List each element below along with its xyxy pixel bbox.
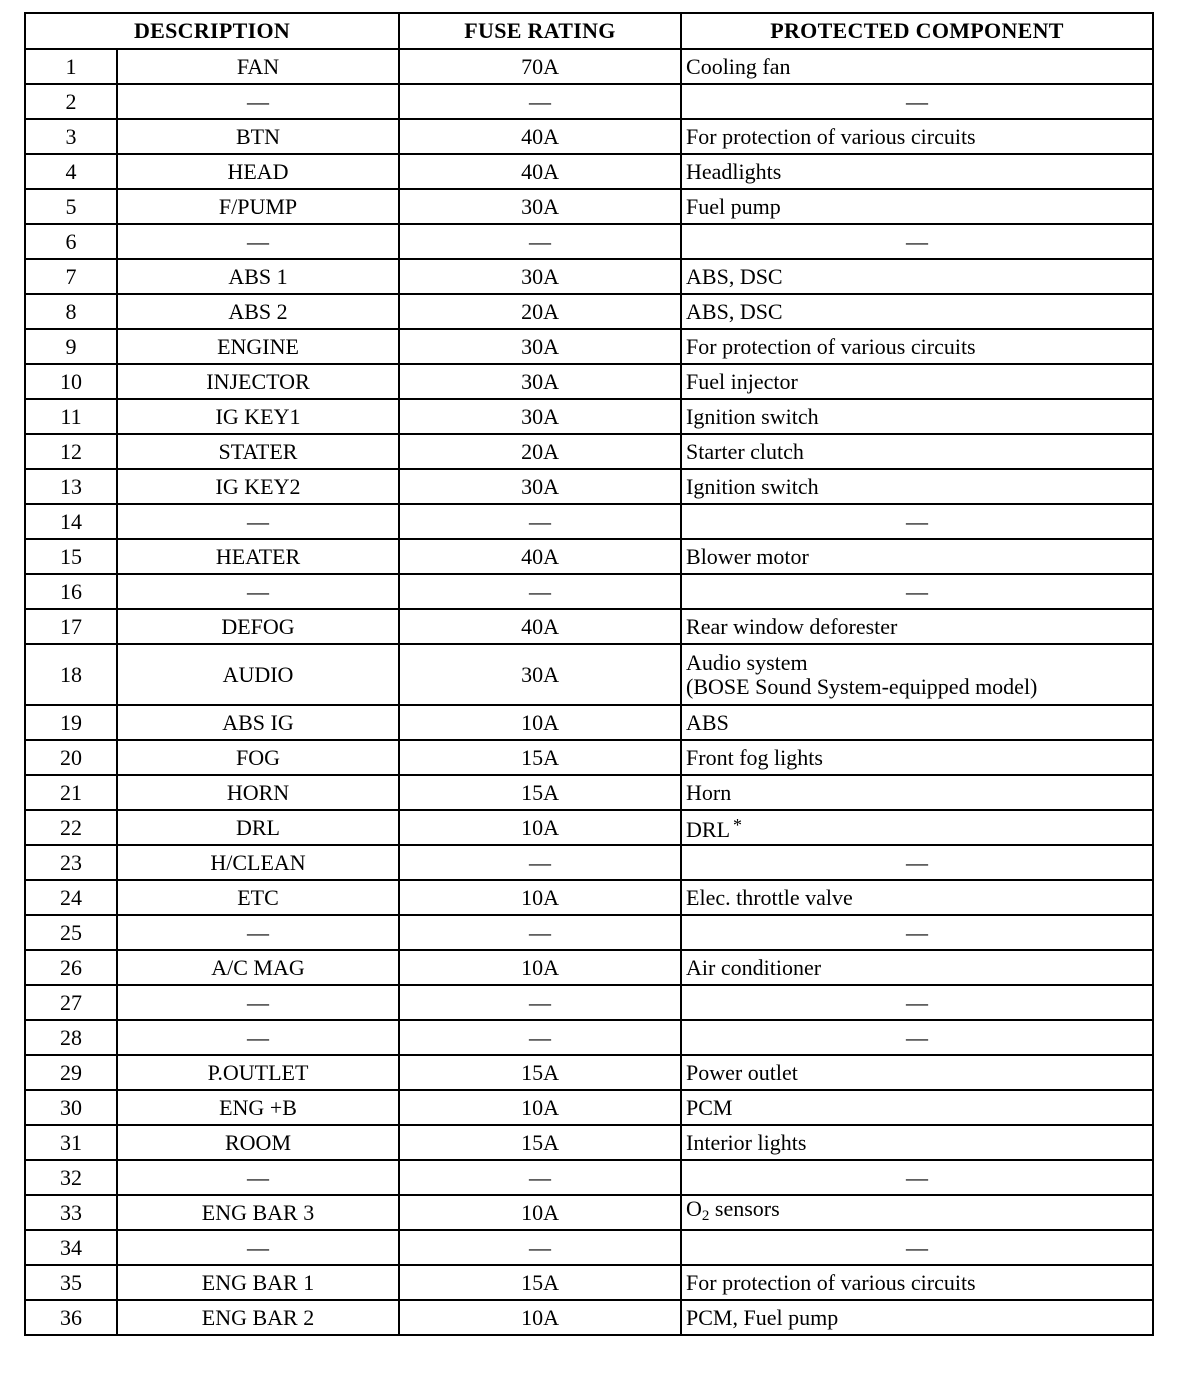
fuse-rating-cell: 10A [399, 950, 681, 985]
fuse-rating-cell: — [399, 1230, 681, 1265]
fuse-rating-cell: 70A [399, 49, 681, 84]
fuse-rating-cell: 15A [399, 1265, 681, 1300]
table-row [25, 504, 1153, 539]
fuse-description-cell: INJECTOR [117, 364, 399, 399]
fuse-number-cell: 23 [25, 845, 117, 880]
fuse-description-cell: HEAD [117, 154, 399, 189]
table-header-row [25, 13, 1153, 49]
fuse-rating-cell: — [399, 1020, 681, 1055]
component-text: Fuel pump [686, 193, 781, 219]
protected-component-cell [681, 740, 1153, 775]
fuse-description-cell: — [117, 1020, 399, 1055]
fuse-number-cell: 33 [25, 1195, 117, 1230]
table-body [25, 49, 1153, 1335]
fuse-number-cell: 28 [25, 1020, 117, 1055]
protected-component-cell [681, 504, 1153, 539]
fuse-description-cell: DRL [117, 810, 399, 845]
component-text: ABS [686, 709, 729, 735]
protected-component-cell [681, 259, 1153, 294]
fuse-number-cell: 30 [25, 1090, 117, 1125]
fuse-description-cell: FAN [117, 49, 399, 84]
protected-component-cell [681, 539, 1153, 574]
fuse-rating-cell: — [399, 845, 681, 880]
fuse-number-cell: 14 [25, 504, 117, 539]
fuse-number-cell: 19 [25, 705, 117, 740]
protected-component-cell [681, 399, 1153, 434]
table-row [25, 1300, 1153, 1335]
fuse-number-cell: 32 [25, 1160, 117, 1195]
table-row [25, 845, 1153, 880]
protected-component-cell [681, 985, 1153, 1020]
protected-component-cell [681, 1125, 1153, 1160]
protected-component-cell [681, 224, 1153, 259]
component-text: PCM [686, 1094, 733, 1120]
protected-component-cell [681, 705, 1153, 740]
component-text: Headlights [686, 158, 782, 184]
protected-component-cell [681, 1160, 1153, 1195]
fuse-number-cell: 35 [25, 1265, 117, 1300]
protected-component-cell [681, 1090, 1153, 1125]
component-text: Rear window deforester [686, 613, 898, 639]
table-row [25, 1090, 1153, 1125]
component-text: Blower motor [686, 543, 809, 569]
protected-component-cell [681, 915, 1153, 950]
protected-component-cell [681, 154, 1153, 189]
fuse-rating-cell: 10A [399, 880, 681, 915]
table-row [25, 119, 1153, 154]
protected-component-cell [681, 880, 1153, 915]
fuse-rating-cell: 30A [399, 399, 681, 434]
table-row [25, 399, 1153, 434]
fuse-rating-cell: 20A [399, 294, 681, 329]
fuse-rating-cell: — [399, 915, 681, 950]
fuse-number-cell: 27 [25, 985, 117, 1020]
table-row [25, 1230, 1153, 1265]
fuse-description-cell: ENG BAR 1 [117, 1265, 399, 1300]
protected-component-cell [681, 1300, 1153, 1335]
component-text: Power outlet [686, 1059, 798, 1085]
component-subscript: 2 [701, 1208, 710, 1224]
protected-component-cell [681, 775, 1153, 810]
table-row [25, 1020, 1153, 1055]
table-row [25, 915, 1153, 950]
fuse-rating-cell: 30A [399, 469, 681, 504]
protected-component-cell [681, 845, 1153, 880]
header-fuse-rating: FUSE RATING [399, 13, 681, 49]
fuse-number-cell: 25 [25, 915, 117, 950]
fuse-number-cell: 8 [25, 294, 117, 329]
protected-component-cell [681, 119, 1153, 154]
table-row [25, 1055, 1153, 1090]
table-row [25, 364, 1153, 399]
fuse-number-cell: 29 [25, 1055, 117, 1090]
component-text: — [906, 849, 929, 875]
component-text: For protection of various circuits [686, 1269, 976, 1295]
fuse-description-cell: ENG BAR 3 [117, 1195, 399, 1230]
fuse-number-cell: 22 [25, 810, 117, 845]
protected-component-cell [681, 1230, 1153, 1265]
fuse-description-cell: HORN [117, 775, 399, 810]
table-row [25, 609, 1153, 644]
fuse-number-cell: 13 [25, 469, 117, 504]
fuse-description-cell: P.OUTLET [117, 1055, 399, 1090]
fuse-description-cell: IG KEY1 [117, 399, 399, 434]
table-row [25, 1195, 1153, 1230]
fuse-number-cell: 3 [25, 119, 117, 154]
fuse-number-cell: 21 [25, 775, 117, 810]
header-protected-component: PROTECTED COMPONENT [681, 13, 1153, 49]
fuse-description-cell: ABS IG [117, 705, 399, 740]
fuse-description-cell: — [117, 224, 399, 259]
component-text: Ignition switch [686, 473, 819, 499]
fuse-rating-cell: 40A [399, 539, 681, 574]
table-row [25, 705, 1153, 740]
fuse-number-cell: 12 [25, 434, 117, 469]
table-row [25, 434, 1153, 469]
fuse-number-cell: 15 [25, 539, 117, 574]
fuse-description-cell: DEFOG [117, 609, 399, 644]
fuse-description-cell: AUDIO [117, 644, 399, 705]
table-row [25, 154, 1153, 189]
fuse-description-cell: — [117, 84, 399, 119]
fuse-rating-cell: 30A [399, 189, 681, 224]
fuse-description-cell: H/CLEAN [117, 845, 399, 880]
fuse-description-cell: — [117, 915, 399, 950]
component-text: — [906, 578, 929, 604]
component-text: Audio system [686, 649, 808, 675]
fuse-description-cell: ENG BAR 2 [117, 1300, 399, 1335]
protected-component-cell [681, 644, 1153, 705]
fuse-description-cell: A/C MAG [117, 950, 399, 985]
fuse-rating-cell: — [399, 224, 681, 259]
fuse-description-cell: ABS 1 [117, 259, 399, 294]
fuse-description-cell: ETC [117, 880, 399, 915]
protected-component-cell [681, 810, 1153, 845]
protected-component-cell [681, 1020, 1153, 1055]
header-description: DESCRIPTION [25, 13, 399, 49]
table-row [25, 329, 1153, 364]
fuse-number-cell: 10 [25, 364, 117, 399]
protected-component-cell [681, 574, 1153, 609]
fuse-rating-cell: 40A [399, 119, 681, 154]
component-text: Air conditioner [686, 954, 822, 980]
component-text: — [906, 1234, 929, 1260]
fuse-rating-cell: 30A [399, 329, 681, 364]
component-text: Starter clutch [686, 438, 804, 464]
component-text: For protection of various circuits [686, 333, 976, 359]
fuse-rating-cell: 15A [399, 1055, 681, 1090]
component-text: ABS, DSC [686, 263, 783, 289]
fuse-number-cell: 2 [25, 84, 117, 119]
fuse-number-cell: 17 [25, 609, 117, 644]
component-text: — [906, 919, 929, 945]
component-text: Fuel injector [686, 368, 798, 394]
fuse-number-cell: 5 [25, 189, 117, 224]
component-text: Elec. throttle valve [686, 884, 853, 910]
component-text: Ignition switch [686, 403, 819, 429]
component-text: — [906, 228, 929, 254]
fuse-rating-cell: 10A [399, 705, 681, 740]
protected-component-cell [681, 84, 1153, 119]
table-row [25, 950, 1153, 985]
component-text-after: sensors [709, 1196, 780, 1221]
component-text: Front fog lights [686, 744, 823, 770]
fuse-description-cell: ROOM [117, 1125, 399, 1160]
fuse-rating-cell: — [399, 985, 681, 1020]
fuse-number-cell: 4 [25, 154, 117, 189]
table-row [25, 775, 1153, 810]
table-row [25, 985, 1153, 1020]
table-row [25, 810, 1153, 845]
table-row [25, 539, 1153, 574]
fuse-rating-cell: 10A [399, 1090, 681, 1125]
table-row [25, 84, 1153, 119]
fuse-number-cell: 31 [25, 1125, 117, 1160]
fuse-number-cell: 24 [25, 880, 117, 915]
component-text: — [906, 88, 929, 114]
component-footnote-asterisk: * [733, 815, 743, 835]
fuse-rating-cell: — [399, 84, 681, 119]
table-row [25, 259, 1153, 294]
fuse-description-cell: — [117, 1160, 399, 1195]
fuse-rating-cell: — [399, 574, 681, 609]
protected-component-cell [681, 294, 1153, 329]
fuse-number-cell: 1 [25, 49, 117, 84]
component-text: Horn [686, 779, 732, 805]
fuse-number-cell: 34 [25, 1230, 117, 1265]
fuse-rating-cell: 10A [399, 1300, 681, 1335]
fuse-description-cell: — [117, 574, 399, 609]
fuse-rating-cell: 30A [399, 259, 681, 294]
table-row [25, 469, 1153, 504]
component-text: DRL [686, 817, 731, 842]
fuse-description-cell: F/PUMP [117, 189, 399, 224]
fuse-description-cell: ABS 2 [117, 294, 399, 329]
protected-component-cell [681, 1055, 1153, 1090]
component-text: — [906, 989, 929, 1015]
fuse-number-cell: 20 [25, 740, 117, 775]
fuse-rating-cell: 30A [399, 644, 681, 705]
component-text: ABS, DSC [686, 298, 783, 324]
fuse-number-cell: 16 [25, 574, 117, 609]
fuse-description-cell: STATER [117, 434, 399, 469]
fuse-rating-cell: 20A [399, 434, 681, 469]
fuse-description-cell: — [117, 1230, 399, 1265]
fuse-number-cell: 26 [25, 950, 117, 985]
protected-component-cell [681, 1195, 1153, 1230]
protected-component-cell [681, 189, 1153, 224]
fuse-description-cell: ENGINE [117, 329, 399, 364]
fuse-rating-cell: — [399, 1160, 681, 1195]
fuse-number-cell: 36 [25, 1300, 117, 1335]
protected-component-cell [681, 49, 1153, 84]
fuse-number-cell: 11 [25, 399, 117, 434]
fuse-description-cell: FOG [117, 740, 399, 775]
fuse-rating-cell: 40A [399, 154, 681, 189]
protected-component-cell [681, 364, 1153, 399]
table-row [25, 880, 1153, 915]
fuse-number-cell: 7 [25, 259, 117, 294]
component-text: — [906, 508, 929, 534]
fuse-rating-cell: 15A [399, 1125, 681, 1160]
fuse-number-cell: 6 [25, 224, 117, 259]
fuse-rating-cell: — [399, 504, 681, 539]
protected-component-cell [681, 609, 1153, 644]
table-row [25, 224, 1153, 259]
component-text: — [906, 1164, 929, 1190]
component-text: Interior lights [686, 1129, 807, 1155]
component-text: PCM, Fuel pump [686, 1304, 839, 1330]
table-row [25, 189, 1153, 224]
table-row [25, 574, 1153, 609]
table-row [25, 644, 1153, 705]
protected-component-cell [681, 469, 1153, 504]
table-row [25, 294, 1153, 329]
component-text: — [906, 1024, 929, 1050]
fuse-rating-cell: 15A [399, 740, 681, 775]
component-text: For protection of various circuits [686, 123, 976, 149]
fuse-number-cell: 18 [25, 644, 117, 705]
fuse-rating-cell: 15A [399, 775, 681, 810]
protected-component-cell [681, 434, 1153, 469]
fuse-number-cell: 9 [25, 329, 117, 364]
fuse-rating-cell: 40A [399, 609, 681, 644]
fuse-rating-cell: 30A [399, 364, 681, 399]
fuse-table [24, 12, 1154, 1336]
fuse-rating-cell: 10A [399, 1195, 681, 1230]
component-text: O [686, 1196, 702, 1221]
fuse-description-cell: — [117, 985, 399, 1020]
fuse-description-cell: BTN [117, 119, 399, 154]
fuse-rating-cell: 10A [399, 810, 681, 845]
fuse-description-cell: — [117, 504, 399, 539]
table-row [25, 740, 1153, 775]
protected-component-cell [681, 1265, 1153, 1300]
protected-component-cell [681, 329, 1153, 364]
table-row [25, 49, 1153, 84]
fuse-description-cell: HEATER [117, 539, 399, 574]
table-row [25, 1265, 1153, 1300]
table-row [25, 1160, 1153, 1195]
fuse-description-cell: ENG +B [117, 1090, 399, 1125]
table-row [25, 1125, 1153, 1160]
protected-component-cell [681, 950, 1153, 985]
fuse-description-cell: IG KEY2 [117, 469, 399, 504]
component-text-line2: (BOSE Sound System-equipped model) [686, 673, 1038, 699]
component-text: Cooling fan [686, 53, 791, 79]
